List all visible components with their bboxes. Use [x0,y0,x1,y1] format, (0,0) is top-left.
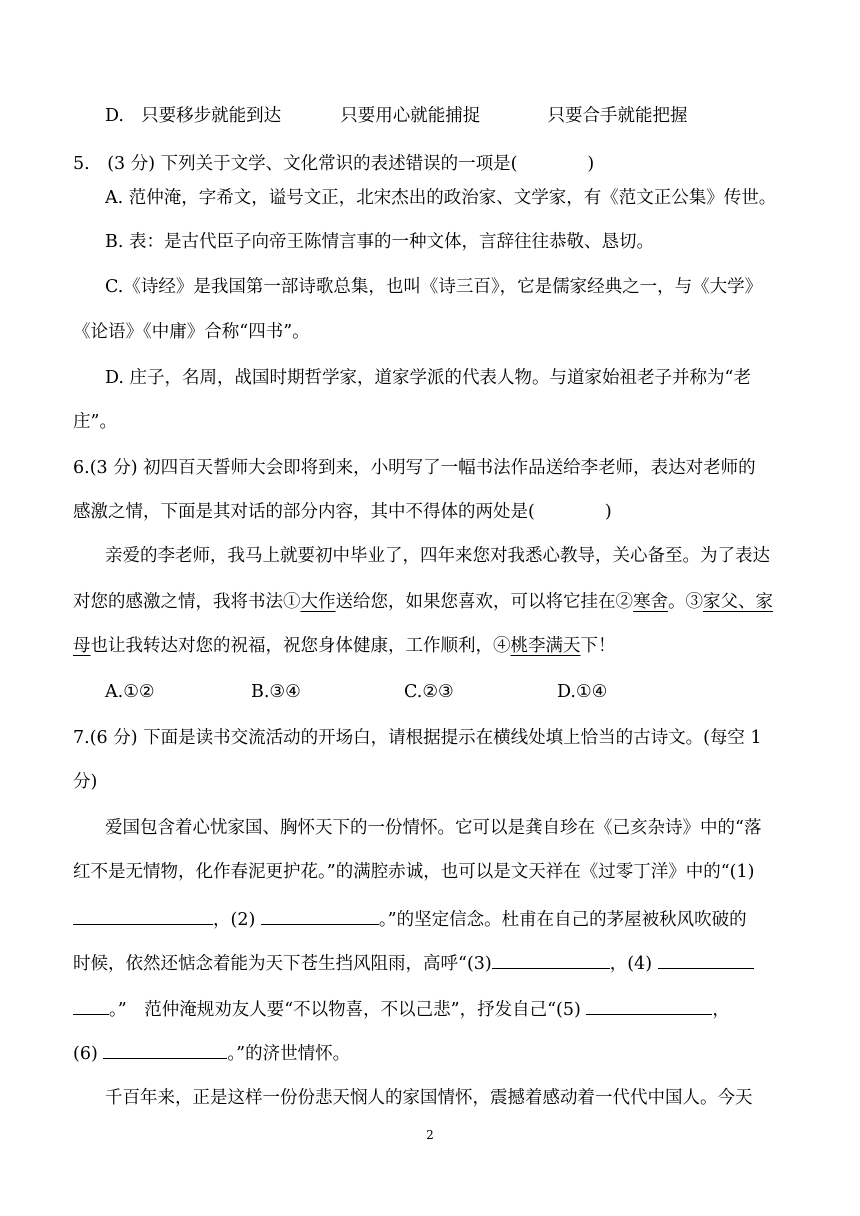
passage-text: ，(2) [213,910,256,930]
option-c: C.②③ [404,682,454,702]
underlined-phrase-3: 家父、家 [703,592,773,612]
q4-option-d [105,104,825,128]
q6-options [105,680,825,704]
passage-text: (6) [73,1044,98,1064]
q5-option-b: B. 表：是古代臣子向帝王陈情言事的一种文体，言辞往往恭敬、恳切。 [105,232,654,252]
underlined-phrase-3-cont: 母 [73,636,91,656]
passage-text: 时候，依然还惦念着能为天下苍生挡风阻雨，高呼“(3) [73,954,492,974]
passage-text: 。” 范仲淹规劝友人要“不以物喜，不以己悲”，抒发自己“(5) [109,1000,581,1020]
passage-text: 下！ [580,636,616,656]
passage-text: ，(4) [609,954,653,974]
q5-option-c-line2: 《论语》《中庸》合称“四书”。 [73,322,310,342]
blank-3[interactable] [492,950,610,969]
underlined-phrase-4: 桃李满天 [510,636,581,656]
underlined-phrase-1: 大作 [300,592,336,612]
page-number: 2 [426,1128,434,1142]
q7-passage-line3 [73,906,793,932]
blank-5[interactable] [586,996,712,1015]
option-d: D.①④ [557,682,608,702]
option-text: 只要移步就能到达 [141,106,282,126]
passage-text: 。”的坚定信念。杜甫在自己的茅屋被秋风吹破的 [378,910,747,930]
blank-4-cont[interactable] [73,996,109,1015]
q7-passage-line2: 红不是无情物，化作春泥更护花。”的满腔赤诚，也可以是文天祥在《过零丁洋》中的“(1) [73,862,755,882]
blank-2[interactable] [261,906,379,925]
q7-passage-line1: 爱国包含着心忧家国、胸怀天下的一份情怀。它可以是龚自珍在《己亥杂诗》中的“落 [105,818,762,838]
q6-stem-line1: 6.(3 分) 初四百天誓师大会即将到来，小明写了一幅书法作品送给李老师，表达对老师的 [73,458,756,478]
q5-option-d-line2: 庄”。 [73,412,117,432]
passage-text: 也让我转达对您的祝福，祝您身体健康，工作顺利，④ [90,636,511,656]
passage-text: ， [712,1000,730,1020]
q5-option-a: A. 范仲淹，字希文，谥号文正，北宋杰出的政治家、文学家，有《范文正公集》传世。 [105,188,777,208]
q7-passage-line7: 千百年来，正是这样一份份悲天悯人的家国情怀，震撼着感动着一代代中国人。今天 [105,1088,753,1108]
option-label: D. [105,106,124,126]
passage-text: 。”的济世情怀。 [227,1044,351,1064]
q7-passage-line6 [73,1040,793,1066]
option-a: A.①② [105,682,155,702]
q6-passage-line2 [73,590,793,614]
blank-1[interactable] [73,906,213,925]
blank-6[interactable] [103,1040,227,1059]
q6-passage-line1: 亲爱的李老师，我马上就要初中毕业了，四年来您对我悉心教导，关心备至。为了表达 [105,546,770,566]
q5-stem: 5. (3 分) 下列关于文学、文化常识的表述错误的一项是( ) [73,154,595,174]
blank-4[interactable] [658,950,754,969]
passage-text: 送给您，如果您喜欢，可以将它挂在② [335,592,633,612]
q5-option-c-line1: C.《诗经》是我国第一部诗歌总集，也叫《诗三百》，它是儒家经典之一，与《大学》 [105,277,763,297]
q6-passage-line3 [73,634,793,658]
option-b: B.③④ [251,682,301,702]
option-text: 只要合手就能把握 [547,106,688,126]
q7-stem-line1: 7.(6 分) 下面是读书交流活动的开场白，请根据提示在横线处填上恰当的古诗文。(每空 1 [73,728,762,748]
passage-text: 。③ [668,592,703,612]
q6-stem-line2: 感激之情，下面是其对话的部分内容，其中不得体的两处是( ) [73,502,612,522]
passage-text: 对您的感激之情，我将书法① [73,592,301,612]
option-text: 只要用心就能捕捉 [340,106,481,126]
q7-passage-line4 [73,950,793,976]
q7-passage-line5 [73,996,793,1022]
q7-stem-line2: 分) [73,772,98,792]
q5-option-d-line1: D. 庄子，名周，战国时期哲学家，道家学派的代表人物。与道家始祖老子并称为“老 [105,368,751,388]
underlined-phrase-2: 寒舍 [633,592,668,612]
